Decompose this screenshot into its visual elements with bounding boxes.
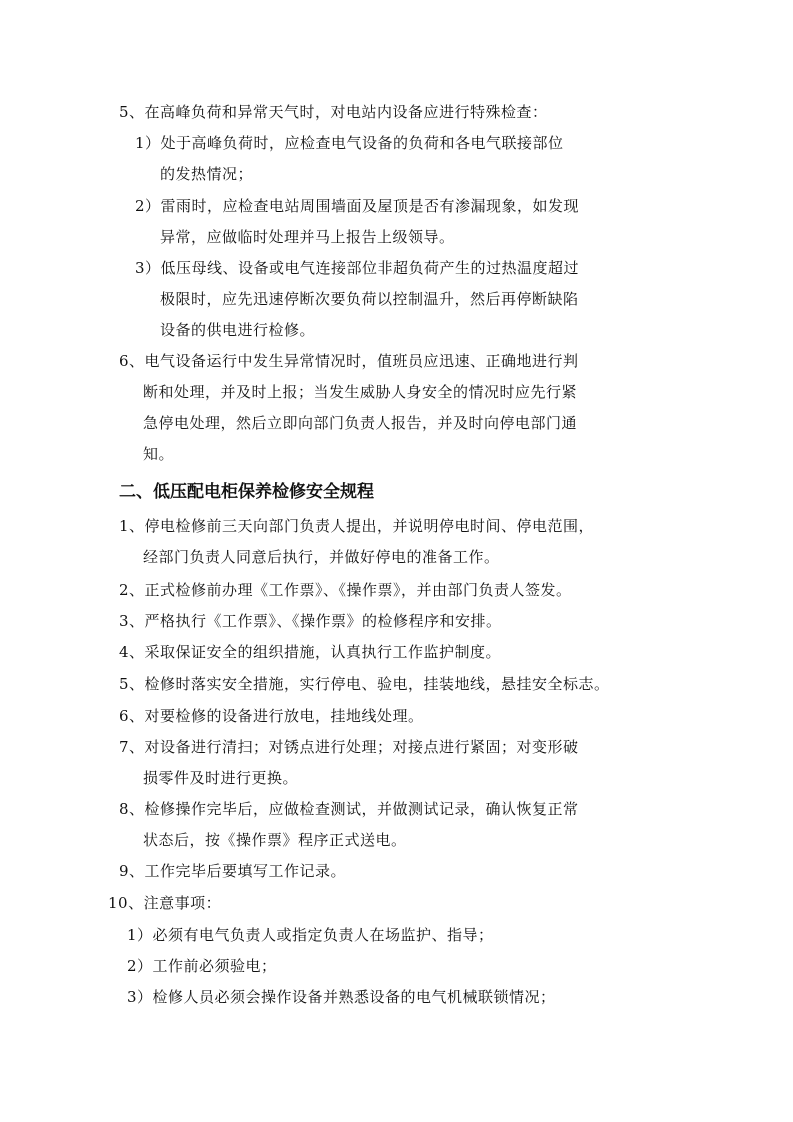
sub-item-1: 1）处于高峰负荷时，应检查电气设备的负荷和各电气联接部位: [135, 134, 564, 152]
note-item: 3）检修人员必须会操作设备并熟悉设备的电气机械联锁情况；: [127, 988, 556, 1006]
list-item: 6、对要检修的设备进行放电，挂地线处理。: [119, 707, 424, 725]
sub-item-3-cont: 设备的供电进行检修。: [160, 321, 316, 339]
list-item: 5、检修时落实安全措施，实行停电、验电，挂装地线，悬挂安全标志。: [119, 675, 610, 693]
note-item: 1）必须有电气负责人或指定负责人在场监护、指导；: [127, 926, 494, 944]
list-item: 3、严格执行《工作票》、《操作票》的检修程序和安排。: [119, 612, 502, 630]
list-item: 2、正式检修前办理《工作票》、《操作票》，并由部门负责人签发。: [119, 581, 572, 599]
list-item-6-cont: 断和处理，并及时上报；当发生威胁人身安全的情况时应先行紧: [143, 383, 578, 401]
list-item: 10、注意事项：: [108, 894, 222, 912]
sub-item-3: 3）低压母线、设备或电气连接部位非超负荷产生的过热温度超过: [135, 259, 580, 277]
section-heading: 二、低压配电柜保养检修安全规程: [119, 482, 374, 502]
sub-item-3-cont: 极限时，应先迅速停断次要负荷以控制温升，然后再停断缺陷: [160, 290, 579, 308]
list-item-cont: 经部门负责人同意后执行，并做好停电的准备工作。: [143, 548, 500, 566]
list-item-cont: 状态后，按《操作票》程序正式送电。: [143, 831, 407, 849]
list-item: 4、采取保证安全的组织措施，认真执行工作监护制度。: [119, 643, 502, 661]
list-item-6-cont: 急停电处理，然后立即向部门负责人报告，并及时向停电部门通: [143, 414, 578, 432]
list-item-cont: 损零件及时进行更换。: [143, 769, 299, 787]
list-item: 9、工作完毕后要填写工作记录。: [119, 862, 347, 880]
list-item: 8、检修操作完毕后，应做检查测试，并做测试记录，确认恢复正常: [119, 800, 579, 818]
sub-item-2-cont: 异常，应做临时处理并马上报告上级领导。: [160, 228, 455, 246]
sub-item-2: 2）雷雨时，应检查电站周围墙面及屋顶是否有渗漏现象，如发现: [135, 197, 580, 215]
list-item: 7、对设备进行清扫；对锈点进行处理；对接点进行紧固；对变形破: [119, 738, 579, 756]
list-item-5-heading: 5、在高峰负荷和异常天气时，对电站内设备应进行特殊检查：: [119, 103, 548, 121]
list-item-6: 6、电气设备运行中发生异常情况时，值班员应迅速、正确地进行判: [119, 352, 579, 370]
list-item-6-cont: 知。: [143, 445, 175, 463]
sub-item-1-cont: 的发热情况；: [160, 165, 254, 183]
list-item: 1、停电检修前三天向部门负责人提出，并说明停电时间、停电范围，: [119, 517, 595, 535]
note-item: 2）工作前必须验电；: [127, 957, 277, 975]
